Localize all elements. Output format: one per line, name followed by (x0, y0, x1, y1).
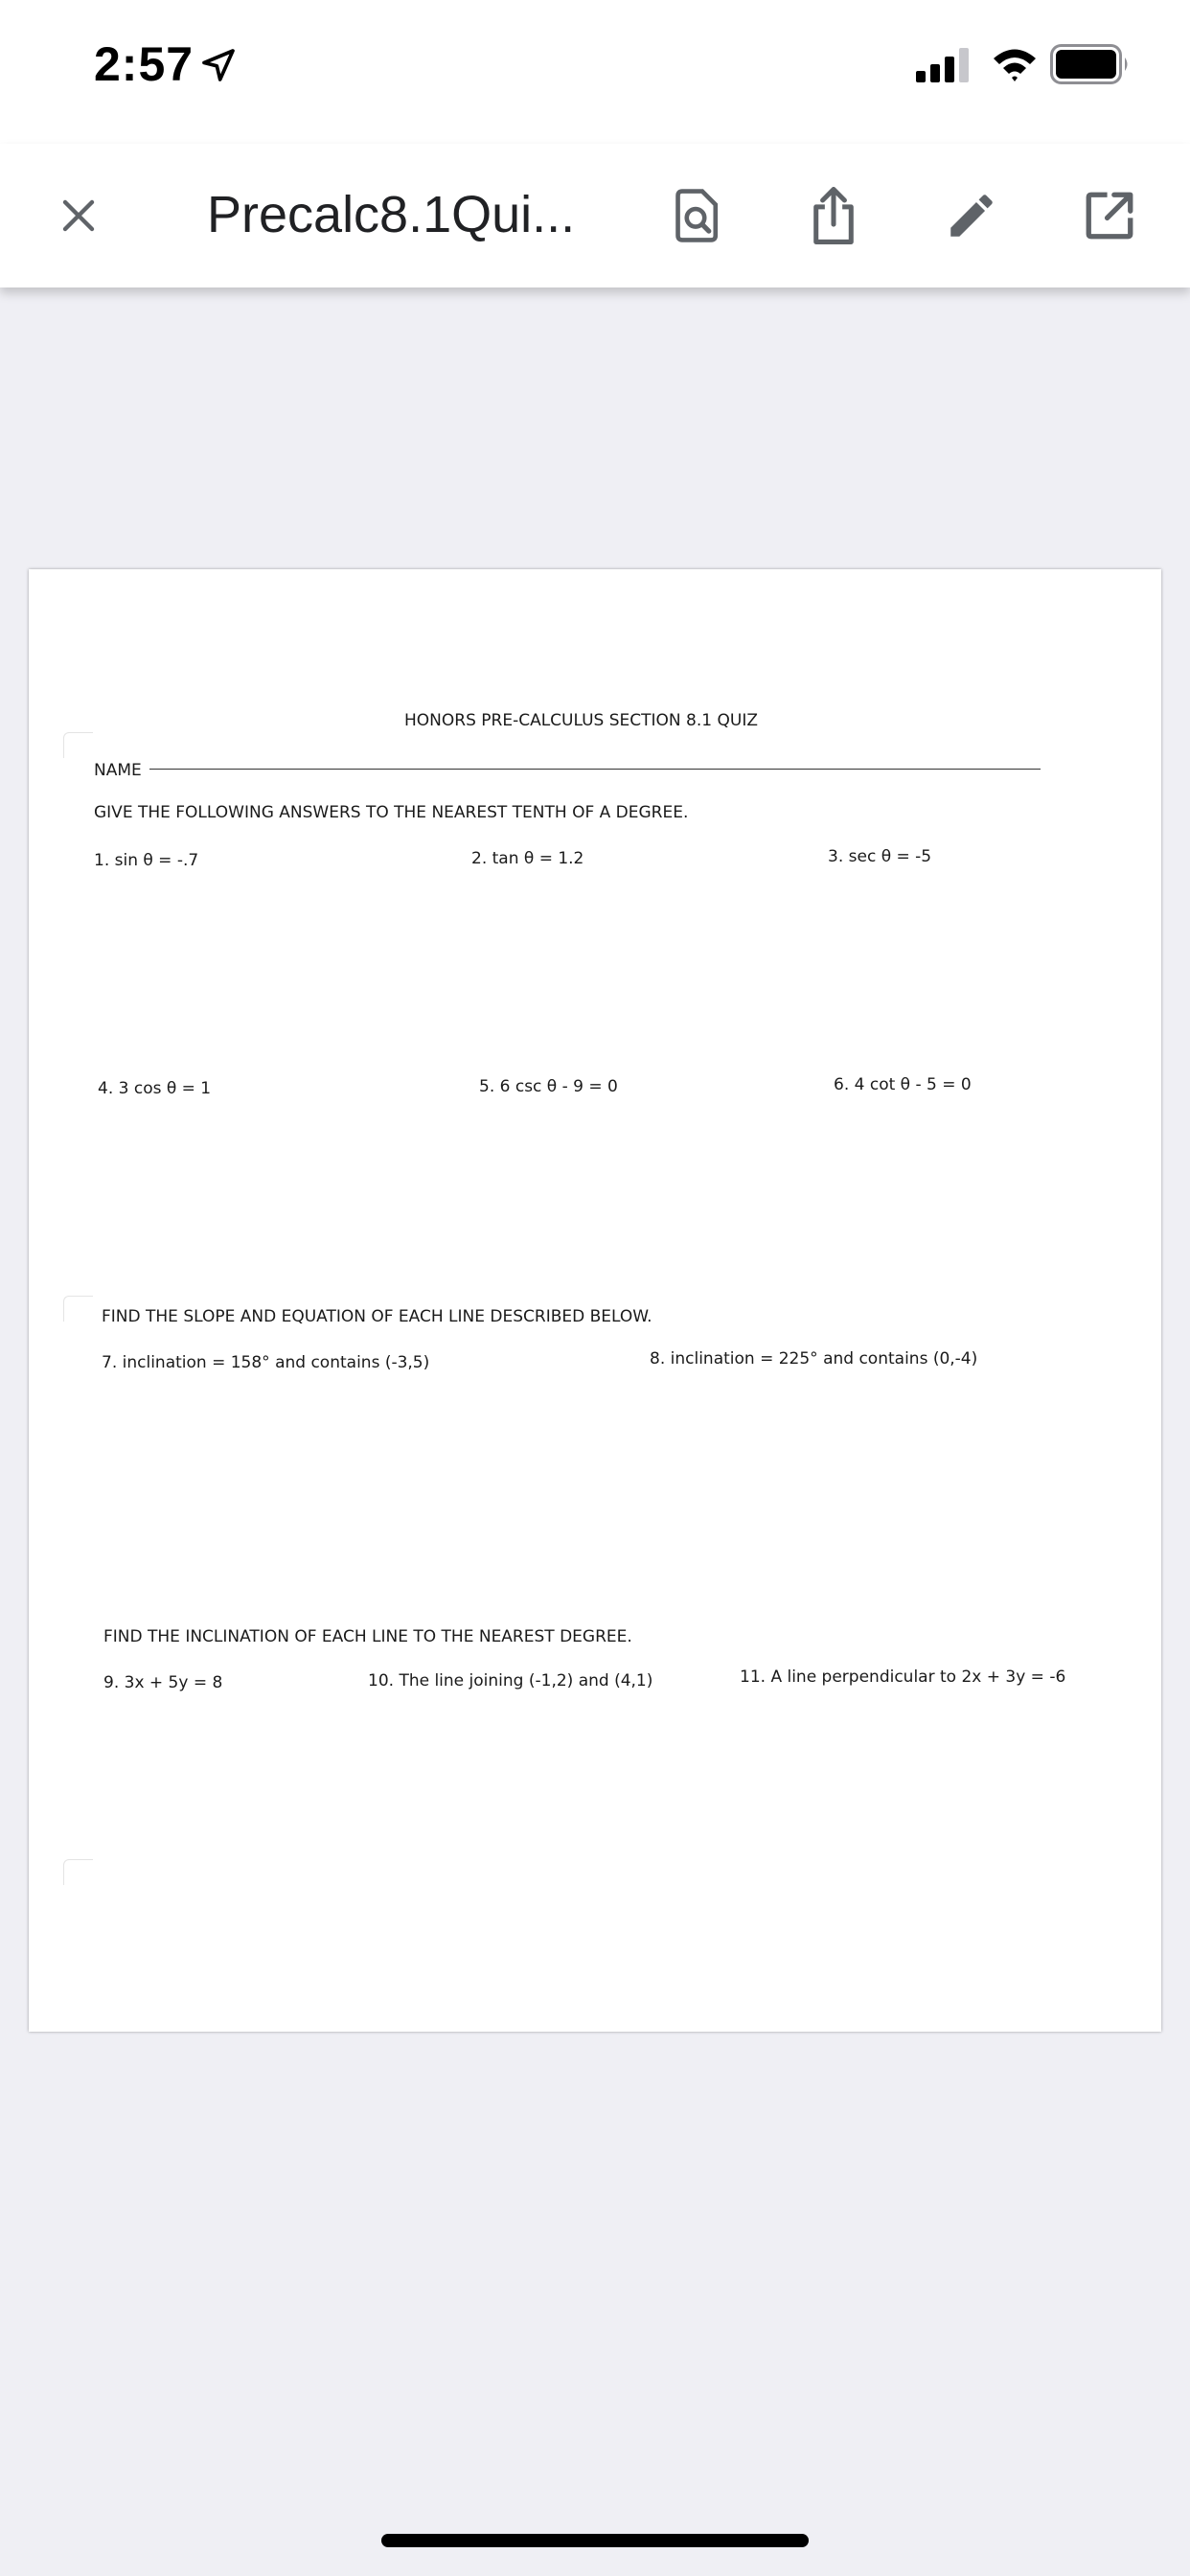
battery-icon (1050, 44, 1131, 84)
close-icon (56, 193, 102, 239)
problem-11: 11. A line perpendicular to 2x + 3y = -6 (740, 1668, 1066, 1687)
problem-10: 10. The line joining (-1,2) and (4,1) (368, 1671, 653, 1690)
problem-9: 9. 3x + 5y = 8 (103, 1673, 223, 1692)
wifi-icon (991, 46, 1039, 84)
document-page[interactable] (29, 569, 1161, 2032)
section3-instruction: FIND THE INCLINATION OF EACH LINE TO THE NEAREST DEGREE. (103, 1627, 632, 1646)
problem-4: 4. 3 cos θ = 1 (98, 1079, 212, 1098)
problem-3: 3. sec θ = -5 (828, 847, 932, 866)
scan-mark (63, 1296, 93, 1322)
status-time: 2:57 (94, 37, 195, 91)
home-indicator[interactable] (381, 2534, 809, 2547)
scan-mark (63, 1859, 93, 1885)
problem-6: 6. 4 cot θ - 5 = 0 (834, 1075, 972, 1094)
problem-2: 2. tan θ = 1.2 (471, 849, 584, 868)
problem-7: 7. inclination = 158° and contains (-3,5) (102, 1353, 430, 1372)
scan-mark (63, 732, 93, 758)
find-in-page-button[interactable] (657, 177, 734, 254)
open-external-button[interactable] (1071, 177, 1148, 254)
section2-instruction: FIND THE SLOPE AND EQUATION OF EACH LINE DESCRIBED BELOW. (102, 1307, 652, 1326)
close-button[interactable] (40, 177, 117, 254)
problem-8: 8. inclination = 225° and contains (0,-4) (650, 1349, 978, 1368)
name-label: NAME (94, 761, 142, 780)
status-bar (0, 0, 1190, 144)
quiz-title: HONORS PRE-CALCULUS SECTION 8.1 QUIZ (404, 711, 758, 730)
location-arrow-icon (199, 46, 238, 84)
share-button[interactable] (795, 177, 872, 254)
open-in-new-icon (1082, 188, 1137, 243)
section1-instruction: GIVE THE FOLLOWING ANSWERS TO THE NEAREST TENTH OF A DEGREE. (94, 803, 689, 822)
viewer-toolbar (0, 144, 1190, 288)
edit-button[interactable] (933, 177, 1010, 254)
share-icon (807, 185, 860, 246)
document-title: Precalc8.1Qui... (207, 186, 576, 243)
name-underline (149, 769, 1041, 770)
pencil-icon (944, 188, 999, 243)
cellular-signal-icon (916, 48, 970, 82)
find-in-page-icon (669, 187, 722, 244)
problem-1: 1. sin θ = -.7 (94, 851, 199, 870)
problem-5: 5. 6 csc θ - 9 = 0 (479, 1077, 618, 1096)
